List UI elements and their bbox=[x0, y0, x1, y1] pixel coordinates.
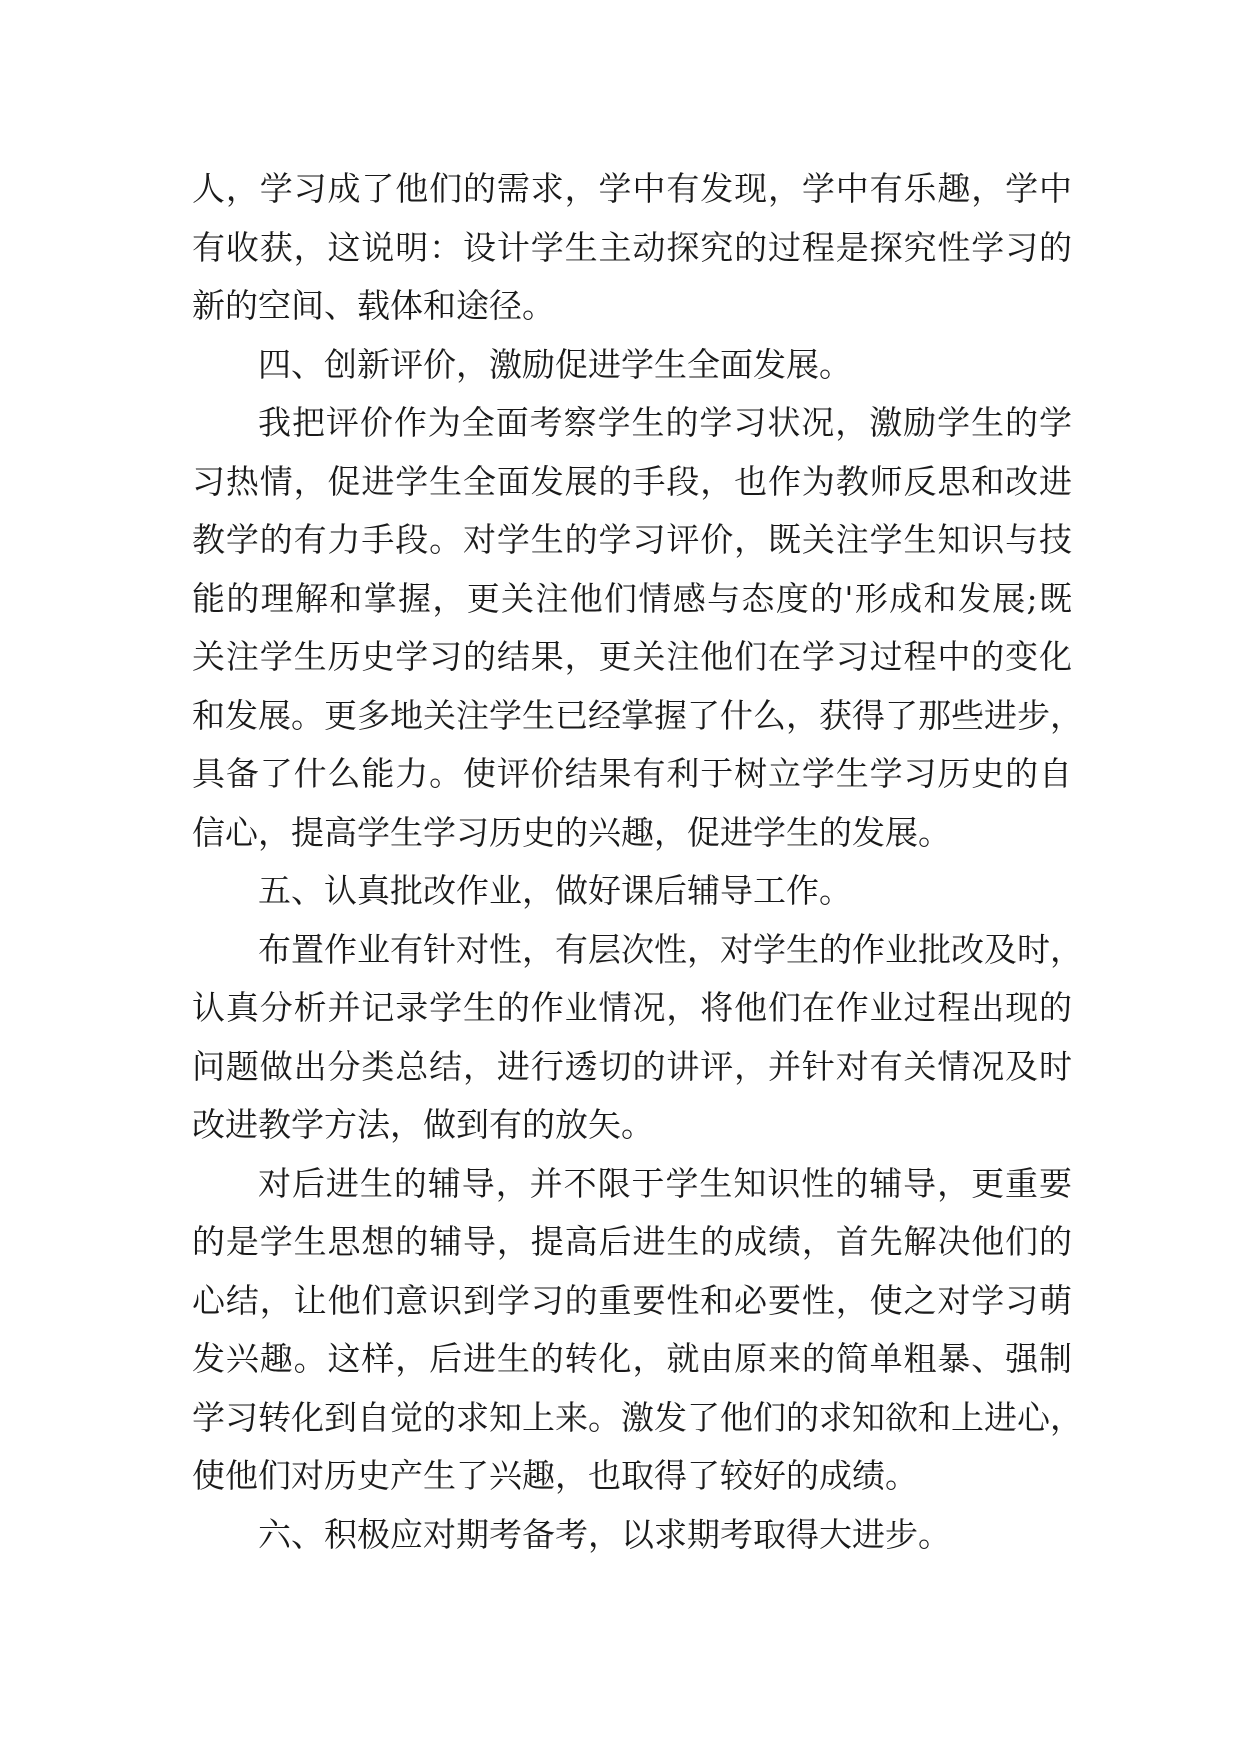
paragraph-line: 心结，让他们意识到学习的重要性和必要性，使之对学习萌 bbox=[192, 1280, 1072, 1320]
paragraph-line: 新的空间、载体和途径。 bbox=[192, 286, 555, 325]
body-text bbox=[192, 160, 1083, 1564]
paragraph-line: 能的理解和掌握，更关注他们情感与态度的'形成和发展;既 bbox=[192, 578, 1072, 618]
paragraph-line: 问题做出分类总结，进行透切的讲评，并针对有关情况及时 bbox=[192, 1046, 1072, 1086]
section-heading: 六、积极应对期考备考，以求期考取得大进步。 bbox=[258, 1514, 951, 1554]
paragraph-line: 教学的有力手段。对学生的学习评价，既关注学生知识与技 bbox=[192, 520, 1072, 559]
paragraph-line: 具备了什么能力。使评价结果有利于树立学生学习历史的自 bbox=[192, 754, 1072, 793]
paragraph-line: 我把评价作为全面考察学生的学习状况，激励学生的学 bbox=[258, 403, 1072, 442]
paragraph-line: 信心，提高学生学习历史的兴趣，促进学生的发展。 bbox=[192, 812, 951, 852]
paragraph-line: 学习转化到自觉的求知上来。激发了他们的求知欲和上进心， bbox=[192, 1397, 1083, 1437]
paragraph-line: 发兴趣。这样，后进生的转化，就由原来的简单粗暴、强制 bbox=[192, 1339, 1072, 1378]
paragraph-line: 的是学生思想的辅导，提高后进生的成绩，首先解决他们的 bbox=[192, 1222, 1072, 1261]
paragraph-line: 关注学生历史学习的结果，更关注他们在学习过程中的变化 bbox=[192, 637, 1072, 676]
paragraph-line: 布置作业有针对性，有层次性，对学生的作业批改及时， bbox=[258, 929, 1083, 969]
section-heading: 五、认真批改作业，做好课后辅导工作。 bbox=[258, 871, 852, 910]
paragraph-line: 有收获，这说明：设计学生主动探究的过程是探究性学习的 bbox=[192, 227, 1072, 267]
paragraph-line: 改进教学方法，做到有的放矢。 bbox=[192, 1105, 654, 1144]
paragraph-line: 认真分析并记录学生的作业情况，将他们在作业过程出现的 bbox=[192, 988, 1072, 1027]
paragraph-line: 使他们对历史产生了兴趣，也取得了较好的成绩。 bbox=[192, 1456, 918, 1495]
paragraph-line: 对后进生的辅导，并不限于学生知识性的辅导，更重要 bbox=[258, 1163, 1072, 1203]
section-heading: 四、创新评价，激励促进学生全面发展。 bbox=[258, 344, 852, 384]
paragraph-line: 人，学习成了他们的需求，学中有发现，学中有乐趣，学中 bbox=[192, 169, 1072, 208]
paragraph-line: 和发展。更多地关注学生已经掌握了什么，获得了那些进步， bbox=[192, 695, 1083, 735]
paragraph-line: 习热情，促进学生全面发展的手段，也作为教师反思和改进 bbox=[192, 461, 1072, 501]
